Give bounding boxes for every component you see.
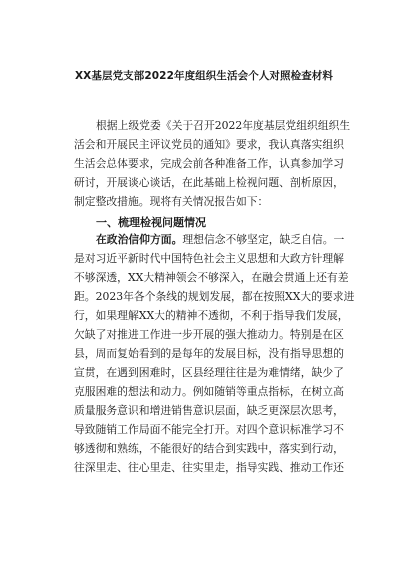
body-line: 宣贯，在遇到困难时，区县经理往往是为难情绪，缺少了 xyxy=(74,366,344,379)
body-line: 欠缺了对推进工作进一步开展的强大推动力。特别是在区 xyxy=(74,328,344,341)
body-line: 不够深透，XX大精神领会不够深入，在融会贯通上还有差 xyxy=(74,271,349,284)
body-line: 克服困难的想法和动力。例如随销等重点指标，在树立高 xyxy=(74,385,344,398)
intro-line: 研讨，开展谈心谈话，在此基础上检视问题、剖析原因， xyxy=(74,176,344,189)
paragraph-text: 理想信念不够坚定，缺乏自信。一 xyxy=(182,233,345,246)
subsection-label: 在政治信仰方面。 xyxy=(96,233,183,246)
body-line: 县，周而复始看到的是每年的发展目标，没有指导思想的 xyxy=(74,347,344,360)
body-line: 是对习近平新时代中国特色社会主义思想和大政方针理解 xyxy=(74,252,344,265)
intro-line: 活会和开展民主评议党员的通知》要求，我认真落实组织 xyxy=(74,138,344,151)
section-heading: 一、梳理检视问题情况 xyxy=(96,216,206,229)
body-line: 往深里走、往心里走、往实里走，指导实践、推动工作还 xyxy=(74,461,344,474)
document-title: XX基层党支部2022年度组织生活会个人对照检查材料 xyxy=(74,70,333,82)
body-line: 质量服务意识和增进销售意识层面，缺乏更深层次思考， xyxy=(74,404,344,417)
body-line: 距。2023年各个条线的规划发展，都在按照XX大的要求进 xyxy=(74,290,355,303)
intro-line: 生活会总体要求，完成会前各种准备工作，认真参加学习 xyxy=(74,157,344,170)
paragraph-first-line xyxy=(96,233,345,247)
body-line: 够透彻和熟练，不能很好的结合到实践中，落实到行动， xyxy=(74,442,344,455)
intro-line: 根据上级党委《关于召开2022年度基层党组织组织生 xyxy=(96,119,351,132)
body-line: 导致随销工作局面不能完全打开。对四个意识标准学习不 xyxy=(74,423,344,436)
intro-line: 制定整改措施。现将有关情况报告如下： xyxy=(74,195,269,208)
body-line: 行，如果理解XX大的精神不透彻，不利于指导我们发展， xyxy=(74,309,349,322)
